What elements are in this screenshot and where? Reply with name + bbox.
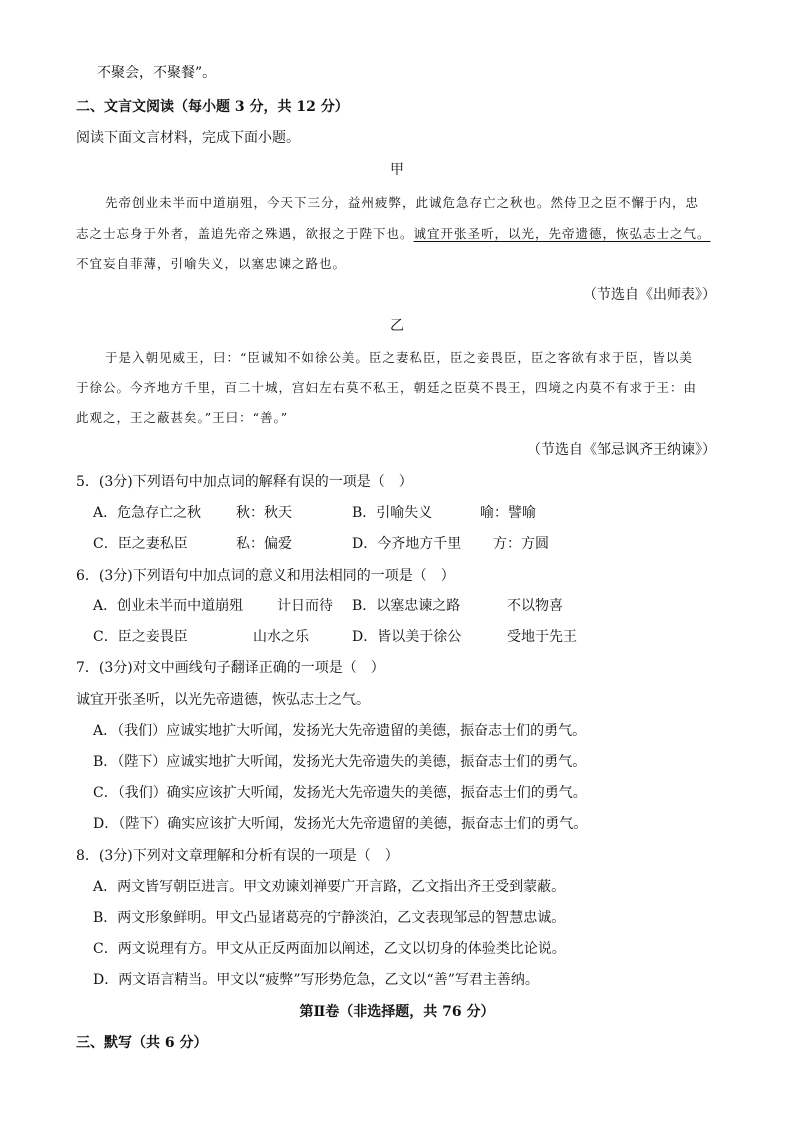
passage-yi-line-2: 于徐公。今齐地方千里，百二十城，宫妇左右莫不私王，朝廷之臣莫不畏王，四境之内莫不有求于王：由 bbox=[76, 380, 698, 395]
passage-yi-source: （节选自《邹忌讽齐王纳谏》） bbox=[527, 442, 716, 458]
question-7-quote: 诚宜开张圣听，以光先帝遗德，恢弘志士之气。 bbox=[76, 692, 370, 708]
question-6-stem: 6．(3分)下列语句中加点词的意义和用法相同的一项是（ ） bbox=[76, 568, 455, 584]
section-3-heading: 三、默写（共 6 分） bbox=[76, 1035, 208, 1051]
question-5-option-c[interactable]: C．臣之妻私臣 bbox=[93, 536, 188, 552]
question-8-option-b[interactable]: B．两文形象鲜明。甲文凸显诸葛亮的宁静淡泊，乙文表现邹忌的智慧忠诚。 bbox=[93, 910, 566, 926]
question-7-option-a[interactable]: A．（我们）应诚实地扩大听闻，发扬光大先帝遗留的美德，振奋志士们的勇气。 bbox=[93, 723, 587, 739]
question-6-option-b[interactable]: B．以塞忠谏之路 bbox=[352, 598, 461, 614]
question-6-option-b-compare: 不以物喜 bbox=[507, 598, 563, 614]
passage-jia-line-2 bbox=[76, 224, 711, 244]
passage-jia-line-1: 先帝创业未半而中道崩殂，今天下三分，益州疲弊，此诚危急存亡之秋也。然侍卫之臣不懈于内，忠 bbox=[105, 195, 700, 210]
question-5-stem: 5．(3分)下列语句中加点词的解释有误的一项是（ ） bbox=[76, 474, 413, 490]
section-2-instruction: 阅读下面文言材料，完成下面小题。 bbox=[76, 130, 300, 146]
question-7-stem: 7．(3分)对文中画线句子翻译正确的一项是（ ） bbox=[76, 660, 385, 676]
section-2-heading: 二、文言文阅读（每小题 3 分，共 12 分） bbox=[76, 99, 349, 115]
question-5-option-d[interactable]: D．今齐地方千里 bbox=[352, 536, 462, 552]
question-7-option-c[interactable]: C．（我们）确实应该扩大听闻，发扬光大先帝遗失的美德，振奋志士们的勇气。 bbox=[93, 785, 587, 801]
question-6-option-d[interactable]: D．皆以美于徐公 bbox=[352, 629, 462, 645]
passage-jia-title: 甲 bbox=[390, 162, 404, 178]
passage-jia-line-2-text: 志之士忘身于外者，盖追先帝之殊遇，欲报之于陛下也。 bbox=[76, 226, 414, 241]
passage-yi-line-3: 此观之，王之蔽甚矣。”王曰：“善。” bbox=[76, 410, 289, 425]
question-5-option-c-gloss: 私：偏爱 bbox=[236, 536, 292, 552]
question-6-option-a-compare: 计日而待 bbox=[277, 598, 333, 614]
underlined-sentence: 诚宜开张圣听，以光，先帝遗德，恢弘志士之气。 bbox=[413, 226, 711, 241]
passage-jia-source: （节选自《出师表》） bbox=[583, 287, 716, 303]
question-8-stem: 8．(3分)下列对文章理解和分析有误的一项是（ ） bbox=[76, 848, 399, 864]
question-8-option-a[interactable]: A．两文皆写朝臣进言。甲文劝谏刘禅要广开言路，乙文指出齐王受到蒙蔽。 bbox=[93, 879, 566, 895]
question-7-option-b[interactable]: B．（陛下）应诚实地扩大听闻，发扬光大先帝遗失的美德，振奋志士们的勇气。 bbox=[93, 754, 587, 770]
question-5-option-d-gloss: 方：方圆 bbox=[493, 536, 549, 552]
question-6-option-d-compare: 受地于先王 bbox=[507, 629, 577, 645]
passage-yi-line-1: 于是入朝见威王，曰：“臣诚知不如徐公美。臣之妻私臣，臣之妾畏臣，臣之客欲有求于臣，皆以美 bbox=[105, 350, 693, 365]
question-5-option-a[interactable]: A．危急存亡之秋 bbox=[93, 505, 202, 521]
question-7-option-d[interactable]: D．（陛下）确实应该扩大听闻，发扬光大先帝遗留的美德，振奋志士们的勇气。 bbox=[93, 816, 588, 832]
question-6-option-a[interactable]: A．创业未半而中道崩殂 bbox=[93, 598, 244, 614]
question-8-option-d[interactable]: D．两文语言精当。甲文以“疲弊”写形势危急，乙文以“善”写君主善纳。 bbox=[93, 972, 539, 988]
part-2-heading: 第Ⅱ卷（非选择题，共 76 分） bbox=[299, 1004, 495, 1020]
passage-jia-line-3: 不宜妄自菲薄，引喻失义，以塞忠谏之路也。 bbox=[76, 256, 347, 271]
question-8-option-c[interactable]: C．两文说理有方。甲文从正反两面加以阐述，乙文以切身的体验类比论说。 bbox=[93, 941, 566, 957]
continuation-line: 不聚会，不聚餐”。 bbox=[97, 65, 217, 81]
question-5-option-b-gloss: 喻：譬喻 bbox=[480, 505, 536, 521]
passage-yi-title: 乙 bbox=[390, 318, 404, 334]
question-5-option-a-gloss: 秋：秋天 bbox=[236, 505, 292, 521]
question-5-option-b[interactable]: B．引喻失义 bbox=[352, 505, 433, 521]
question-6-option-c-compare: 山水之乐 bbox=[253, 629, 309, 645]
question-6-option-c[interactable]: C．臣之妾畏臣 bbox=[93, 629, 188, 645]
